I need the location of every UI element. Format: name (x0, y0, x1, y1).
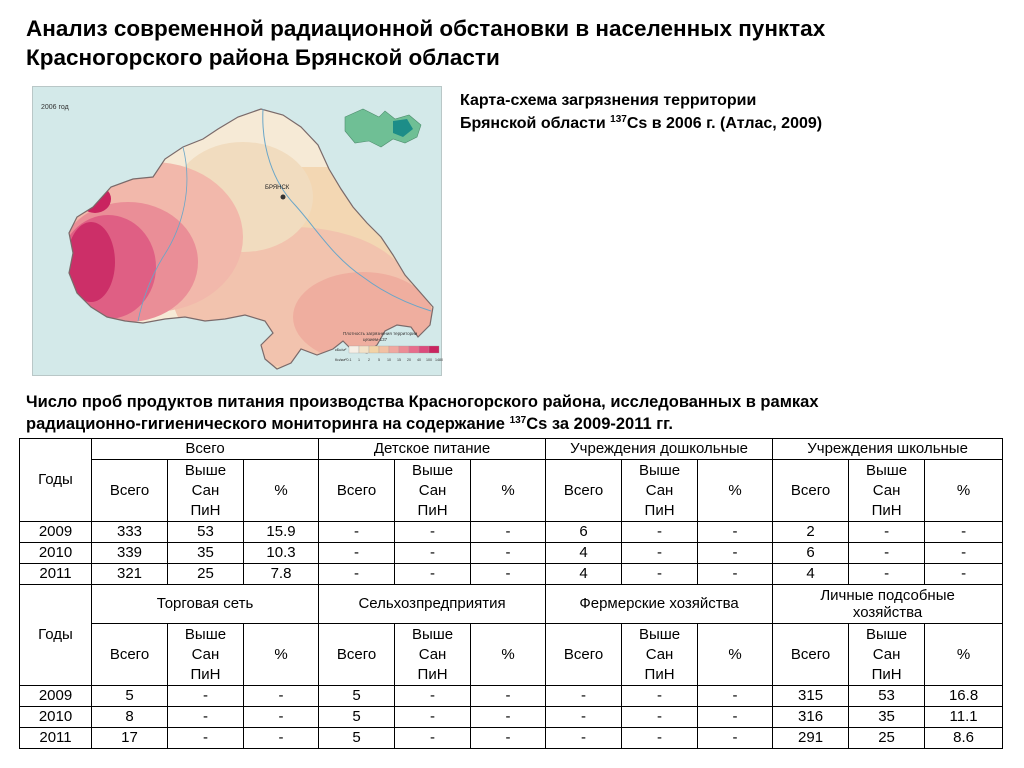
subheader-above-sanpin: Выше Сан ПиН (622, 624, 698, 686)
legend-tick-label: 15 (397, 358, 401, 362)
subheader-percent: % (698, 624, 773, 686)
legend-tick-label: 100 (426, 358, 432, 362)
value-cell: 4 (773, 564, 849, 585)
value-cell: - (849, 522, 925, 543)
legend-swatch (349, 346, 359, 353)
value-cell: 316 (773, 707, 849, 728)
value-cell: - (622, 728, 698, 749)
map-caption-line1: Карта-схема загрязнения территории (460, 92, 757, 109)
group-header-row (20, 439, 1003, 460)
legend-tick-label: 1 (358, 358, 360, 362)
value-cell: - (471, 686, 546, 707)
value-cell: 5 (319, 707, 395, 728)
legend-tick-label: 5 (378, 358, 380, 362)
subheader-above-sanpin: Выше Сан ПиН (395, 624, 471, 686)
table-caption (26, 391, 1011, 435)
value-cell: - (319, 522, 395, 543)
value-cell: - (622, 686, 698, 707)
table-row (20, 686, 1003, 707)
value-cell: 25 (168, 564, 244, 585)
svg-text:цезием-137: цезием-137 (363, 337, 388, 342)
value-cell: 8 (92, 707, 168, 728)
value-cell: - (471, 707, 546, 728)
subheader-percent: % (925, 624, 1003, 686)
legend-swatch (429, 346, 439, 353)
value-cell: - (925, 522, 1003, 543)
value-cell: - (622, 564, 698, 585)
value-cell: - (319, 543, 395, 564)
value-cell: 4 (546, 564, 622, 585)
value-cell: - (622, 707, 698, 728)
value-cell: 35 (849, 707, 925, 728)
legend-swatch (359, 346, 369, 353)
value-cell: - (395, 564, 471, 585)
group-header-row (20, 585, 1003, 624)
years-header: Годы (20, 439, 92, 522)
table-row (20, 728, 1003, 749)
value-cell: 7.8 (244, 564, 319, 585)
value-cell: - (319, 564, 395, 585)
table-row (20, 543, 1003, 564)
year-cell: 2011 (20, 564, 92, 585)
subheader-percent: % (698, 460, 773, 522)
subheader-percent: % (471, 460, 546, 522)
year-cell: 2010 (20, 707, 92, 728)
svg-text:Плотность загрязнения территор: Плотность загрязнения территории (343, 331, 418, 336)
subheader-above-sanpin: Выше Сан ПиН (168, 460, 244, 522)
value-cell: - (395, 543, 471, 564)
subheader-percent: % (471, 624, 546, 686)
value-cell: 35 (168, 543, 244, 564)
value-cell: - (168, 728, 244, 749)
legend-swatch (379, 346, 389, 353)
contamination-map (32, 86, 442, 376)
value-cell: - (849, 564, 925, 585)
subheader-above-sanpin: Выше Сан ПиН (849, 460, 925, 522)
value-cell: - (546, 686, 622, 707)
value-cell: - (395, 707, 471, 728)
legend-swatch (389, 346, 399, 353)
value-cell: - (471, 728, 546, 749)
value-cell: 17 (92, 728, 168, 749)
subheader-above-sanpin: Выше Сан ПиН (395, 460, 471, 522)
legend-tick-label: 20 (407, 358, 411, 362)
value-cell: 5 (92, 686, 168, 707)
legend-swatch (419, 346, 429, 353)
year-cell: 2010 (20, 543, 92, 564)
group-header: Сельхозпредприятия (319, 585, 546, 624)
value-cell: 291 (773, 728, 849, 749)
table-caption-line1: Число проб продуктов питания производства Красногорского района, исследованных в рамках (26, 393, 819, 411)
value-cell: - (925, 564, 1003, 585)
subheader-total: Всего (773, 460, 849, 522)
subheader-total: Всего (319, 460, 395, 522)
map-city-label: БРЯНСК (265, 185, 290, 191)
legend-tick-label: 10 (387, 358, 391, 362)
value-cell: - (244, 686, 319, 707)
page-title: Анализ современной радиационной обстановки в населенных пунктах Красногорского района Брянской области (26, 16, 826, 70)
map-caption (460, 89, 1000, 135)
years-header: Годы (20, 585, 92, 686)
group-header: Фермерские хозяйства (546, 585, 773, 624)
value-cell: - (395, 686, 471, 707)
value-cell: - (925, 543, 1003, 564)
subheader-row (20, 460, 1003, 522)
legend-tick-label: 0.1 (346, 358, 352, 362)
value-cell: 5 (319, 686, 395, 707)
legend-swatch (409, 346, 419, 353)
value-cell: 11.1 (925, 707, 1003, 728)
year-cell: 2011 (20, 728, 92, 749)
svg-text:кБк/м²: кБк/м² (335, 347, 347, 352)
year-cell: 2009 (20, 522, 92, 543)
value-cell: - (698, 564, 773, 585)
legend-tick-label: 1480 (435, 358, 443, 362)
value-cell: 2 (773, 522, 849, 543)
value-cell: - (471, 543, 546, 564)
legend-swatch (399, 346, 409, 353)
group-header: Торговая сеть (92, 585, 319, 624)
value-cell: - (244, 728, 319, 749)
group-header: Всего (92, 439, 319, 460)
subheader-total: Всего (92, 624, 168, 686)
subheader-total: Всего (92, 460, 168, 522)
value-cell: - (698, 707, 773, 728)
group-header: Учреждения школьные (773, 439, 1003, 460)
value-cell: - (622, 543, 698, 564)
value-cell: - (168, 686, 244, 707)
map-year-label: 2006 год (41, 104, 69, 111)
value-cell: 315 (773, 686, 849, 707)
value-cell: 6 (546, 522, 622, 543)
value-cell: 6 (773, 543, 849, 564)
subheader-above-sanpin: Выше Сан ПиН (168, 624, 244, 686)
value-cell: - (546, 728, 622, 749)
table-row (20, 564, 1003, 585)
value-cell: - (244, 707, 319, 728)
value-cell: 8.6 (925, 728, 1003, 749)
svg-text:Ки/км²: Ки/км² (335, 357, 347, 362)
value-cell: 53 (168, 522, 244, 543)
samples-table (19, 438, 1003, 749)
subheader-percent: % (244, 460, 319, 522)
value-cell: - (698, 543, 773, 564)
city-marker-icon (281, 195, 286, 200)
subheader-total: Всего (319, 624, 395, 686)
value-cell: - (471, 522, 546, 543)
value-cell: 5 (319, 728, 395, 749)
group-header: Личные подсобные хозяйства (773, 585, 1003, 624)
value-cell: 333 (92, 522, 168, 543)
value-cell: - (698, 728, 773, 749)
year-cell: 2009 (20, 686, 92, 707)
legend-swatch (369, 346, 379, 353)
value-cell: 25 (849, 728, 925, 749)
table-row (20, 522, 1003, 543)
table-caption-line2: радиационно-гигиенического мониторинга на содержание $^{137}$Cs за 2009-2011 гг. (26, 415, 673, 433)
value-cell: 4 (546, 543, 622, 564)
value-cell: - (168, 707, 244, 728)
subheader-total: Всего (546, 460, 622, 522)
subheader-above-sanpin: Выше Сан ПиН (849, 624, 925, 686)
value-cell: 15.9 (244, 522, 319, 543)
value-cell: - (698, 522, 773, 543)
value-cell: 53 (849, 686, 925, 707)
subheader-total: Всего (546, 624, 622, 686)
legend-tick-label: 2 (368, 358, 370, 362)
value-cell: - (849, 543, 925, 564)
value-cell: - (471, 564, 546, 585)
value-cell: - (395, 522, 471, 543)
value-cell: 321 (92, 564, 168, 585)
group-header: Детское питание (319, 439, 546, 460)
value-cell: - (395, 728, 471, 749)
value-cell: - (698, 686, 773, 707)
value-cell: 16.8 (925, 686, 1003, 707)
value-cell: - (622, 522, 698, 543)
value-cell: 339 (92, 543, 168, 564)
value-cell: - (546, 707, 622, 728)
subheader-percent: % (244, 624, 319, 686)
table-row (20, 707, 1003, 728)
subheader-total: Всего (773, 624, 849, 686)
value-cell: 10.3 (244, 543, 319, 564)
subheader-row (20, 624, 1003, 686)
subheader-percent: % (925, 460, 1003, 522)
subheader-above-sanpin: Выше Сан ПиН (622, 460, 698, 522)
legend-tick-label: 40 (417, 358, 421, 362)
map-caption-line2: Брянской области $^{137}$Cs в 2006 г. (Атлас, 2009) (460, 114, 823, 132)
group-header: Учреждения дошкольные (546, 439, 773, 460)
